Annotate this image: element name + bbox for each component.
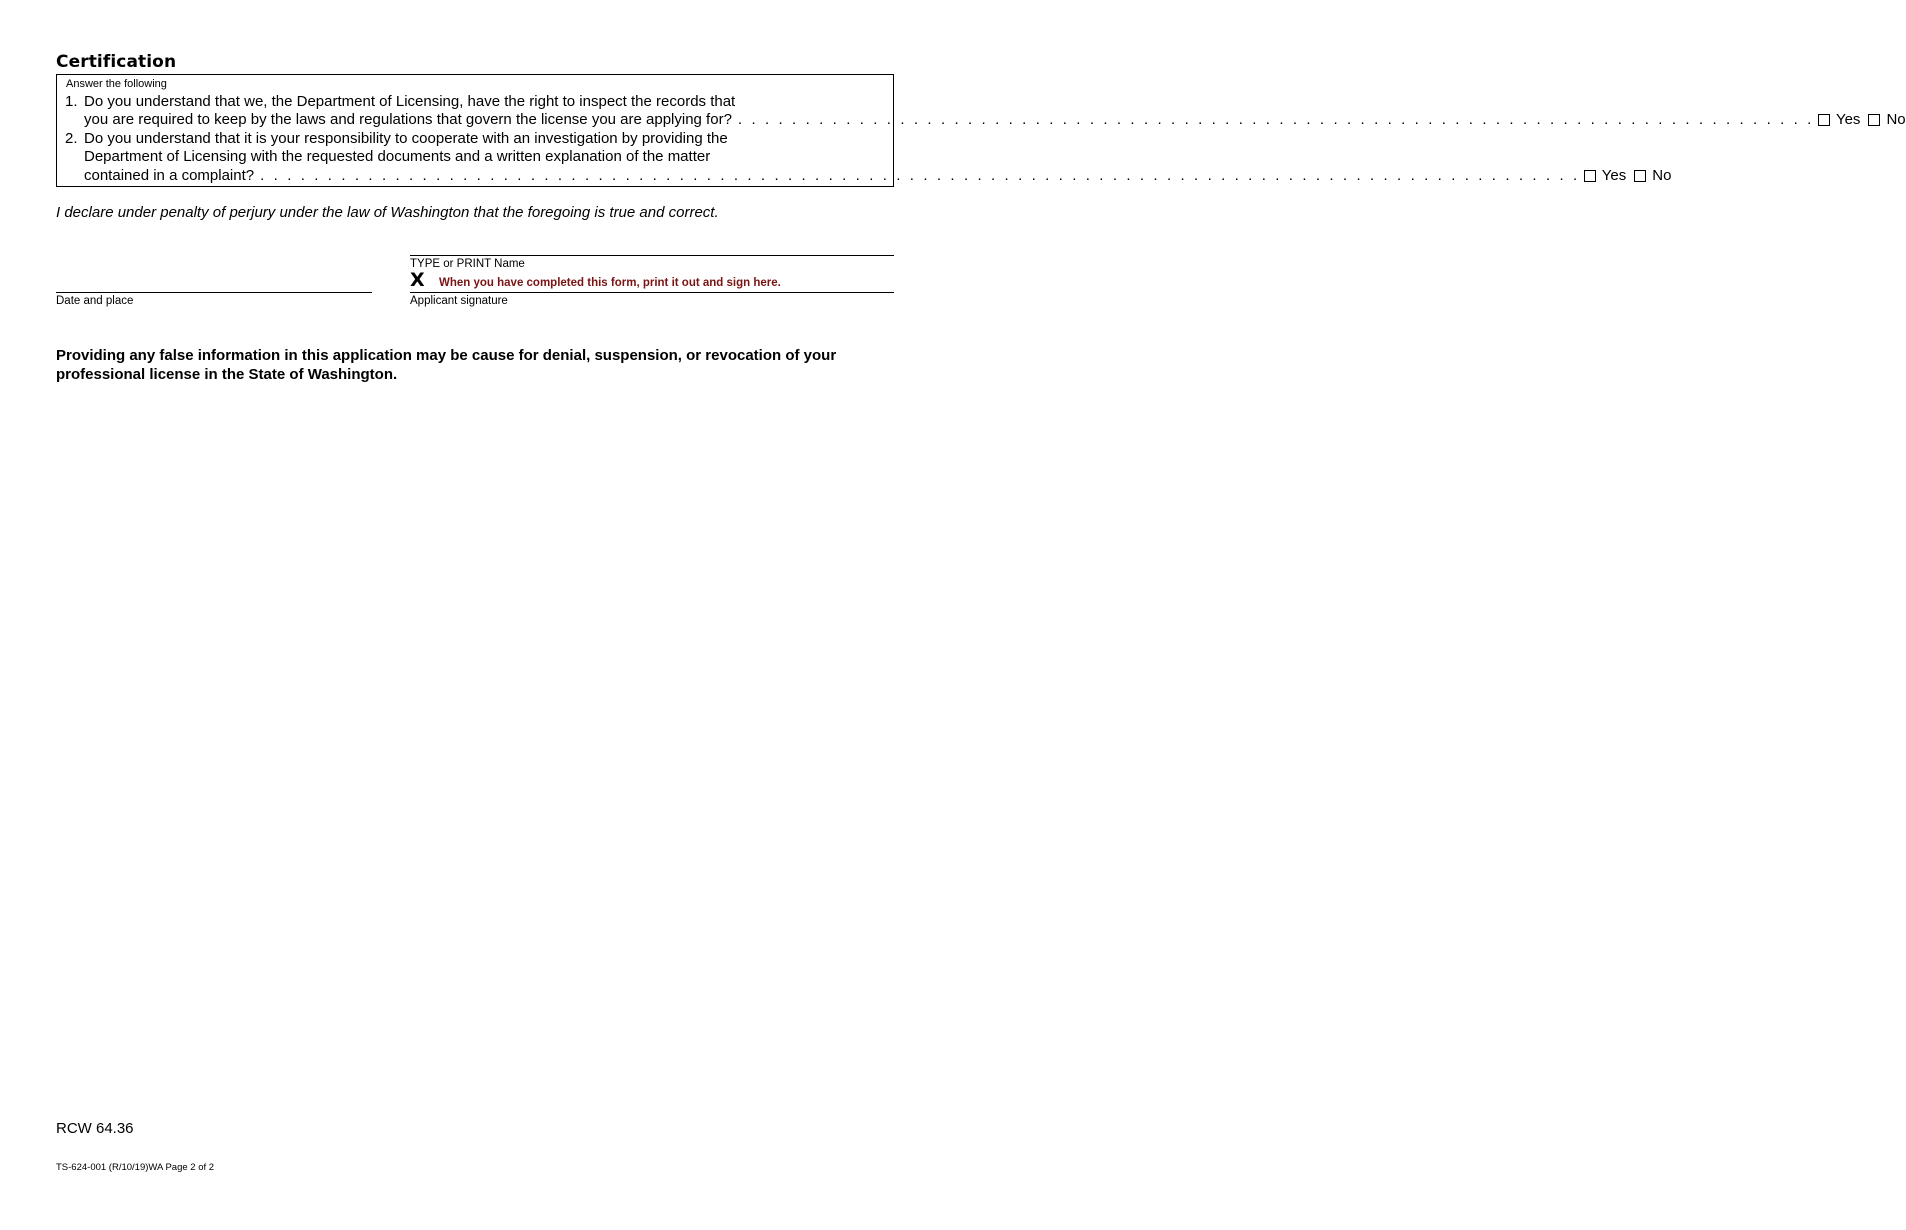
question-2-number: 2. — [65, 130, 78, 147]
question-1-no-checkbox[interactable] — [1868, 114, 1880, 126]
false-information-warning: Providing any false information in this application may be cause for denial, suspension, or revocation of your professional license in the State of Washington. — [56, 347, 837, 383]
name-line — [410, 255, 894, 256]
date-place-line — [56, 292, 372, 293]
question-1-line-2: you are required to keep by the laws and regulations that govern the license you are applying for? — [84, 111, 732, 128]
declaration-statement: I declare under penalty of perjury under the law of Washington that the foregoing is true and correct. — [56, 204, 719, 221]
question-2-no-checkbox[interactable] — [1634, 170, 1646, 182]
section-title: Certification — [56, 52, 177, 72]
question-1-number: 1. — [65, 93, 78, 110]
question-2-line-3: contained in a complaint? — [84, 167, 255, 184]
question-1-yes-checkbox[interactable] — [1818, 114, 1830, 126]
question-2-answer-row — [84, 167, 1672, 185]
question-1-yes-no — [1818, 111, 1906, 129]
applicant-signature-label[interactable]: Applicant signature — [410, 295, 508, 307]
question-1-line-1: Do you understand that we, the Department of Licensing, have the right to inspect the records that — [84, 93, 736, 110]
signature-line — [410, 292, 894, 293]
dot-leader: . . . . . . . . . . . . . . . . . . . . . . . . . . . . . . . . . . . . . . . . . . . . . . . . . . . . . . . . . . . . . . . . . . . . . . . . . . . . . . . . . . . . . . . . . . . . . . . . . . — [260, 167, 1580, 184]
signature-instruction: When you have completed this form, print it out and sign here. — [439, 277, 781, 289]
dot-leader: . . . . . . . . . . . . . . . . . . . . . . . . . . . . . . . . . . . . . . . . . . . . . . . . . . . . . . . . . . . . . . . . . . . . . . . . . . . . . . . . — [737, 111, 1814, 128]
certification-box — [56, 74, 1906, 187]
signature-x-mark: X — [410, 269, 425, 291]
question-2-line-1: Do you understand that it is your responsibility to cooperate with an investigation by providing the — [84, 130, 728, 147]
no-label: No — [1652, 167, 1672, 184]
question-2-yes-checkbox[interactable] — [1584, 170, 1596, 182]
question-1-answer-row — [84, 111, 1906, 129]
form-id: TS-624-001 (R/10/19)WA Page 2 of 2 — [56, 1162, 215, 1173]
rcw-reference: RCW 64.36 — [56, 1120, 134, 1137]
box-caption: Answer the following — [66, 78, 167, 90]
no-label: No — [1886, 111, 1906, 128]
yes-label: Yes — [1835, 111, 1861, 128]
question-2-yes-no — [1584, 167, 1672, 185]
date-place-label[interactable]: Date and place — [56, 295, 134, 307]
type-print-name-label[interactable]: TYPE or PRINT Name — [410, 258, 525, 270]
question-2-line-2: Department of Licensing with the requested documents and a written explanation of the matter — [84, 148, 711, 165]
yes-label: Yes — [1601, 167, 1627, 184]
